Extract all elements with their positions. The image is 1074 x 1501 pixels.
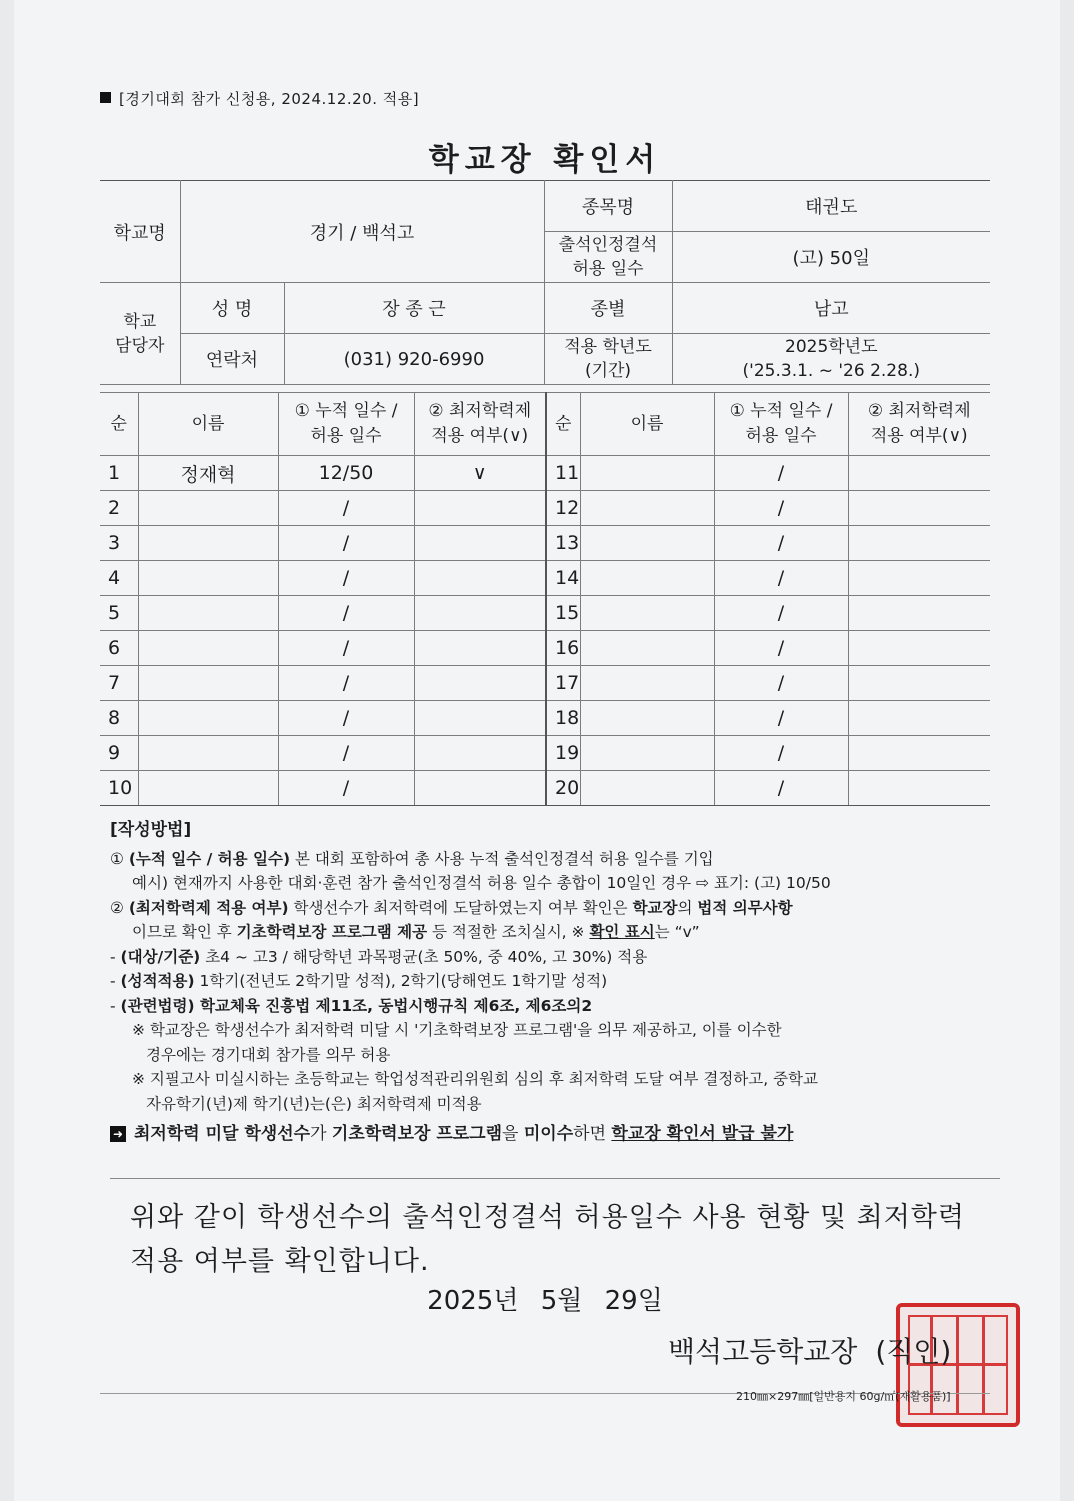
name-value: 장 종 근 xyxy=(284,283,544,334)
cell-name xyxy=(138,631,278,666)
instruction-line-3: ② (최저학력제 적용 여부) 학생선수가 최저학력에 도달하였는지 여부 확인은 학교장의 법적 의무사항 xyxy=(110,898,793,917)
cell-name xyxy=(580,561,714,596)
cell-name xyxy=(138,561,278,596)
cell-name xyxy=(580,526,714,561)
square-bullet-icon xyxy=(100,92,111,103)
cell-name xyxy=(580,736,714,771)
list-header-days: ① 누적 일수 / 허용 일수 xyxy=(278,393,414,456)
cell-no: 20 xyxy=(546,771,580,806)
student-list-table xyxy=(100,392,990,806)
cell-check xyxy=(848,526,990,561)
instruction-line-8: ※ 학교장은 학생선수가 최저학력 미달 시 '기초학력보장 프로그램'을 의무 제공하고, 이를 이수한 xyxy=(132,1021,782,1039)
cell-no: 10 xyxy=(100,771,138,806)
cell-name: 정재혁 xyxy=(138,456,278,491)
cell-check xyxy=(414,736,546,771)
allowed-days-value: (고) 50일 xyxy=(672,232,990,283)
cell-no: 14 xyxy=(546,561,580,596)
instruction-line-5: - (대상/기준) 초4 ~ 고3 / 해당학년 과목평균(초 50%, 중 40%, 고 30%) 적용 xyxy=(110,947,648,966)
cell-no: 9 xyxy=(100,736,138,771)
cell-days: / xyxy=(714,666,848,701)
cell-days: / xyxy=(714,631,848,666)
cell-check xyxy=(848,736,990,771)
year-value: 2025학년도 xyxy=(785,337,878,357)
cell-no: 16 xyxy=(546,631,580,666)
cell-no: 1 xyxy=(100,456,138,491)
cell-check xyxy=(414,561,546,596)
table-row xyxy=(100,561,990,596)
instruction-line-2: 예시) 현재까지 사용한 대회·훈련 참가 출석인정결석 허용 일수 총합이 10일인 경우 ⇨ 표기: (고) 10/50 xyxy=(132,874,831,892)
cell-no: 3 xyxy=(100,526,138,561)
cell-no: 4 xyxy=(100,561,138,596)
cell-days: 12/50 xyxy=(278,456,414,491)
cell-days: / xyxy=(714,491,848,526)
cell-days: / xyxy=(714,526,848,561)
allowed-days-label: 출석인정결석 허용 일수 xyxy=(544,232,672,283)
list-header-days-2: ① 누적 일수 / 허용 일수 xyxy=(714,393,848,456)
arrow-right-icon: ➜ xyxy=(110,1126,126,1142)
info-table xyxy=(100,180,990,385)
final-notice: ➜ 최저학력 미달 학생선수가 기초학력보장 프로그램을 미이수하면 학교장 확인서 발급 불가 xyxy=(110,1122,1000,1147)
list-header-name: 이름 xyxy=(138,393,278,456)
cell-days: / xyxy=(278,526,414,561)
cell-days: / xyxy=(278,771,414,806)
school-value: 경기 / 백석고 xyxy=(180,181,544,283)
gender-label: 종별 xyxy=(544,283,672,334)
list-header-check: ② 최저학력제 적용 여부(∨) xyxy=(414,393,546,456)
header-note: [경기대회 참가 신청용, 2024.12.20. 적용] xyxy=(100,88,419,109)
manager-label: 학교 담당자 xyxy=(100,283,180,385)
list-header-name-2: 이름 xyxy=(580,393,714,456)
paper xyxy=(14,0,1060,1501)
cell-days: / xyxy=(278,701,414,736)
cell-days: / xyxy=(278,561,414,596)
list-header-no: 순 xyxy=(100,393,138,456)
cell-no: 18 xyxy=(546,701,580,736)
cell-check xyxy=(414,701,546,736)
cell-name xyxy=(580,771,714,806)
cell-check xyxy=(414,666,546,701)
cell-no: 11 xyxy=(546,456,580,491)
cell-name xyxy=(580,456,714,491)
event-label: 종목명 xyxy=(544,181,672,232)
instruction-line-1: ① (누적 일수 / 허용 일수) 본 대회 포함하여 총 사용 누적 출석인정결석 허용 일수를 기입 xyxy=(110,849,714,868)
cell-check xyxy=(848,771,990,806)
cell-name xyxy=(580,631,714,666)
cell-no: 12 xyxy=(546,491,580,526)
paper-spec-note: 210㎜×297㎜[일반용지 60g/㎡(재활용품)] xyxy=(736,1390,951,1403)
cell-name xyxy=(138,491,278,526)
name-label: 성 명 xyxy=(180,283,284,334)
cell-check xyxy=(848,491,990,526)
cell-no: 6 xyxy=(100,631,138,666)
cell-no: 5 xyxy=(100,596,138,631)
table-row xyxy=(100,771,990,806)
cell-days: / xyxy=(714,561,848,596)
table-row xyxy=(100,631,990,666)
instruction-line-11: 자유학기(년)제 학기(년)는(은) 최저학력제 미적용 xyxy=(146,1094,482,1113)
table-row xyxy=(100,491,990,526)
cell-check xyxy=(414,491,546,526)
contact-value: (031) 920-6990 xyxy=(284,334,544,385)
cell-name xyxy=(138,736,278,771)
instruction-line-4: 이므로 확인 후 기초학력보장 프로그램 제공 등 적절한 조치실시, ※ 확인 표시는 “v” xyxy=(132,923,700,941)
list-header-row xyxy=(100,393,990,456)
school-label: 학교명 xyxy=(100,181,180,283)
cell-days: / xyxy=(278,666,414,701)
cell-check xyxy=(414,526,546,561)
cell-days: / xyxy=(278,736,414,771)
cell-no: 2 xyxy=(100,491,138,526)
cell-check xyxy=(848,596,990,631)
table-row xyxy=(100,701,990,736)
instructions-heading: [작성방법] xyxy=(110,820,192,840)
cell-days: / xyxy=(714,456,848,491)
confirmation-text: 위와 같이 학생선수의 출석인정결석 허용일수 사용 현황 및 최저학력 적용 여부를 확인합니다. xyxy=(130,1202,965,1277)
table-row xyxy=(100,596,990,631)
contact-label: 연락처 xyxy=(180,334,284,385)
signer-name: 백석고등학교장 xyxy=(668,1335,858,1368)
issue-date: 2025년 5월 29일 xyxy=(427,1286,663,1316)
year-label: 적용 학년도 (기간) xyxy=(544,334,672,385)
cell-name xyxy=(580,491,714,526)
document-title: 학교장 확인서 xyxy=(428,142,662,178)
event-value: 태권도 xyxy=(672,181,990,232)
cell-check xyxy=(414,771,546,806)
cell-name xyxy=(580,701,714,736)
cell-no: 15 xyxy=(546,596,580,631)
section-divider xyxy=(110,1178,1000,1179)
instruction-line-9: 경우에는 경기대회 참가를 의무 허용 xyxy=(146,1045,391,1064)
cell-days: / xyxy=(278,491,414,526)
cell-name xyxy=(580,596,714,631)
cell-name xyxy=(138,596,278,631)
cell-check xyxy=(414,596,546,631)
cell-no: 8 xyxy=(100,701,138,736)
cell-check xyxy=(848,561,990,596)
gender-value: 남고 xyxy=(672,283,990,334)
list-header-check-2: ② 최저학력제 적용 여부(∨) xyxy=(848,393,990,456)
table-row xyxy=(100,456,990,491)
cell-days: / xyxy=(714,596,848,631)
cell-no: 19 xyxy=(546,736,580,771)
cell-days: / xyxy=(278,596,414,631)
seal-label: (직인) xyxy=(875,1335,952,1368)
table-row xyxy=(100,736,990,771)
cell-days: / xyxy=(278,631,414,666)
instruction-line-10: ※ 지필고사 미실시하는 초등학교는 학업성적관리위원회 심의 후 최저학력 도달 여부 결정하고, 중학교 xyxy=(132,1070,819,1088)
cell-name xyxy=(580,666,714,701)
cell-check xyxy=(848,456,990,491)
table-row xyxy=(100,526,990,561)
cell-no: 17 xyxy=(546,666,580,701)
instruction-line-6: - (성적적용) 1학기(전년도 2학기말 성적), 2학기(당해연도 1학기말 성적) xyxy=(110,972,608,990)
cell-check xyxy=(414,631,546,666)
table-row xyxy=(100,666,990,701)
cell-check xyxy=(848,631,990,666)
instruction-line-7: - (관련법령) 학교체육 진흥법 제11조, 동법시행규칙 제6조, 제6조의2 xyxy=(110,996,593,1015)
cell-no: 7 xyxy=(100,666,138,701)
cell-check xyxy=(848,666,990,701)
cell-name xyxy=(138,701,278,736)
signature-block xyxy=(668,1330,951,1370)
period-value: ('25.3.1. ~ '26 2.28.) xyxy=(742,361,920,381)
cell-name xyxy=(138,666,278,701)
instructions xyxy=(110,818,1000,1147)
cell-name xyxy=(138,771,278,806)
cell-check: ∨ xyxy=(414,456,546,491)
cell-name xyxy=(138,526,278,561)
year-cell xyxy=(672,334,990,385)
cell-check xyxy=(848,701,990,736)
list-header-no-2: 순 xyxy=(546,393,580,456)
cell-days: / xyxy=(714,736,848,771)
cell-days: / xyxy=(714,701,848,736)
cell-no: 13 xyxy=(546,526,580,561)
cell-days: / xyxy=(714,771,848,806)
